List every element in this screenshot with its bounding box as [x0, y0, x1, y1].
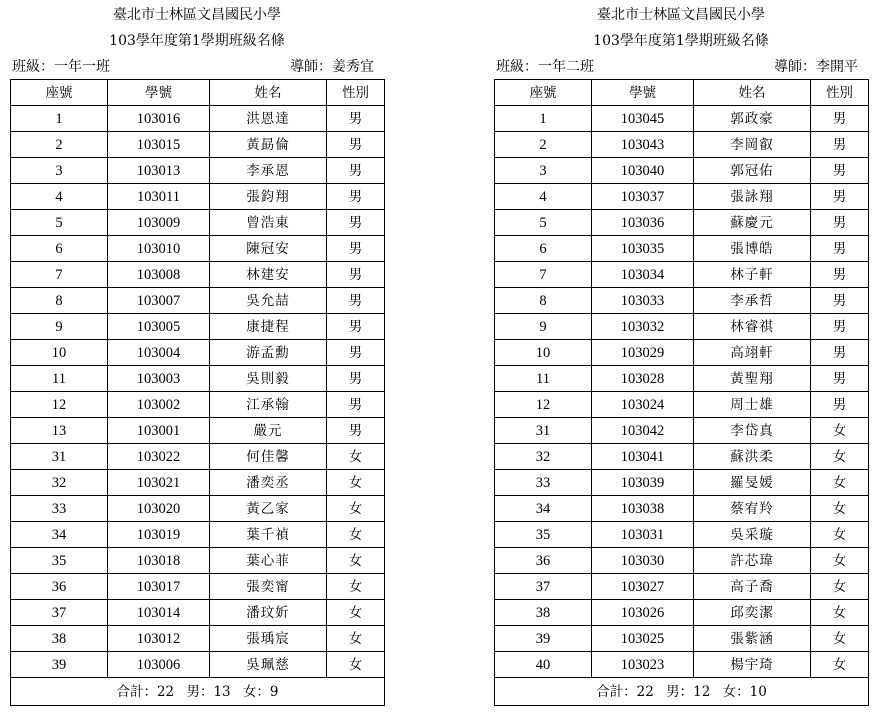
seat-cell: 2 — [11, 132, 108, 158]
female-count: 女：10 — [722, 683, 767, 700]
name-cell: 蔡宥羚 — [694, 496, 811, 522]
name-cell: 高子喬 — [694, 574, 811, 600]
table-row — [495, 392, 869, 418]
name-cell: 黃勗倫 — [210, 132, 327, 158]
name-cell: 吳允喆 — [210, 288, 327, 314]
name-cell: 李岡叡 — [694, 132, 811, 158]
table-row — [11, 496, 385, 522]
table-row — [495, 314, 869, 340]
student-id-cell: 103022 — [108, 444, 210, 470]
gender-cell: 女 — [327, 496, 385, 522]
gender-cell: 男 — [327, 184, 385, 210]
roster-body — [11, 106, 385, 678]
student-id-cell: 103032 — [592, 314, 694, 340]
gender-cell: 男 — [327, 340, 385, 366]
table-header-row — [11, 80, 385, 106]
seat-cell: 4 — [11, 184, 108, 210]
table-row — [11, 158, 385, 184]
student-id-cell: 103015 — [108, 132, 210, 158]
gender-cell: 男 — [327, 366, 385, 392]
class-meta — [494, 57, 868, 77]
seat-cell: 39 — [11, 652, 108, 678]
total-row — [495, 678, 869, 706]
school-title: 臺北市士林區文昌國民小學 — [597, 7, 765, 23]
gender-cell: 女 — [811, 626, 869, 652]
table-row — [11, 184, 385, 210]
gender-cell: 女 — [811, 470, 869, 496]
gender-cell: 男 — [327, 106, 385, 132]
seat-cell: 34 — [11, 522, 108, 548]
name-cell: 羅旻媛 — [694, 470, 811, 496]
seat-cell: 13 — [11, 418, 108, 444]
student-id-cell: 103017 — [108, 574, 210, 600]
seat-cell: 36 — [495, 548, 592, 574]
seat-cell: 9 — [495, 314, 592, 340]
gender-cell: 女 — [327, 626, 385, 652]
gender-cell: 女 — [811, 496, 869, 522]
table-row — [495, 600, 869, 626]
student-id-cell: 103010 — [108, 236, 210, 262]
header-seat: 座號 — [11, 80, 108, 106]
roster-body — [495, 106, 869, 678]
student-id-cell: 103016 — [108, 106, 210, 132]
name-cell: 蘇慶元 — [694, 210, 811, 236]
student-id-cell: 103039 — [592, 470, 694, 496]
name-cell: 張瑀宸 — [210, 626, 327, 652]
student-id-cell: 103021 — [108, 470, 210, 496]
table-row — [495, 236, 869, 262]
student-id-cell: 103004 — [108, 340, 210, 366]
table-row — [495, 158, 869, 184]
student-id-cell: 103006 — [108, 652, 210, 678]
name-cell: 林建安 — [210, 262, 327, 288]
name-cell: 吳采璇 — [694, 522, 811, 548]
student-id-cell: 103026 — [592, 600, 694, 626]
seat-cell: 36 — [11, 574, 108, 600]
roster-table — [10, 79, 385, 706]
teacher-label: 導師：姜秀宜 — [290, 59, 374, 75]
class-label: 班級：一年一班 — [12, 59, 110, 75]
name-cell: 潘玟妡 — [210, 600, 327, 626]
seat-cell: 4 — [495, 184, 592, 210]
student-id-cell: 103045 — [592, 106, 694, 132]
table-row — [11, 444, 385, 470]
gender-cell: 女 — [811, 522, 869, 548]
seat-cell: 6 — [495, 236, 592, 262]
seat-cell: 40 — [495, 652, 592, 678]
seat-cell: 5 — [11, 210, 108, 236]
name-cell: 葉心菲 — [210, 548, 327, 574]
gender-cell: 男 — [327, 158, 385, 184]
table-row — [495, 496, 869, 522]
table-row — [495, 652, 869, 678]
roster-table — [494, 79, 869, 706]
table-row — [11, 262, 385, 288]
seat-cell: 7 — [495, 262, 592, 288]
name-cell: 張紫涵 — [694, 626, 811, 652]
gender-cell: 男 — [327, 262, 385, 288]
term-title: 103學年度第1學期班級名條 — [593, 33, 769, 49]
student-id-cell: 103011 — [108, 184, 210, 210]
student-id-cell: 103013 — [108, 158, 210, 184]
female-count: 女：9 — [242, 683, 279, 700]
table-row — [11, 340, 385, 366]
seat-cell: 38 — [11, 626, 108, 652]
student-id-cell: 103042 — [592, 418, 694, 444]
seat-cell: 8 — [495, 288, 592, 314]
student-id-cell: 103043 — [592, 132, 694, 158]
table-row — [11, 314, 385, 340]
gender-cell: 男 — [811, 158, 869, 184]
gender-cell: 男 — [811, 184, 869, 210]
student-id-cell: 103019 — [108, 522, 210, 548]
gender-cell: 男 — [327, 392, 385, 418]
header-seat: 座號 — [495, 80, 592, 106]
table-row — [495, 210, 869, 236]
seat-cell: 6 — [11, 236, 108, 262]
student-id-cell: 103005 — [108, 314, 210, 340]
male-count: 男：13 — [186, 683, 231, 700]
gender-cell: 男 — [811, 106, 869, 132]
gender-cell: 女 — [327, 548, 385, 574]
table-row — [495, 522, 869, 548]
name-cell: 何佳馨 — [210, 444, 327, 470]
name-cell: 周士雄 — [694, 392, 811, 418]
table-row — [495, 470, 869, 496]
table-row — [11, 236, 385, 262]
seat-cell: 10 — [11, 340, 108, 366]
gender-cell: 女 — [811, 418, 869, 444]
student-id-cell: 103034 — [592, 262, 694, 288]
total-count: 合計：22 — [116, 683, 175, 700]
seat-cell: 8 — [11, 288, 108, 314]
table-row — [495, 132, 869, 158]
gender-cell: 女 — [327, 600, 385, 626]
seat-cell: 12 — [495, 392, 592, 418]
name-cell: 林子軒 — [694, 262, 811, 288]
name-cell: 陳冠安 — [210, 236, 327, 262]
seat-cell: 1 — [495, 106, 592, 132]
table-row — [495, 366, 869, 392]
gender-cell: 女 — [327, 470, 385, 496]
name-cell: 李承哲 — [694, 288, 811, 314]
gender-cell: 男 — [327, 314, 385, 340]
table-row — [495, 574, 869, 600]
name-cell: 楊宇琦 — [694, 652, 811, 678]
student-id-cell: 103018 — [108, 548, 210, 574]
name-cell: 邱奕潔 — [694, 600, 811, 626]
student-id-cell: 103029 — [592, 340, 694, 366]
gender-cell: 女 — [811, 652, 869, 678]
student-id-cell: 103024 — [592, 392, 694, 418]
seat-cell: 32 — [495, 444, 592, 470]
name-cell: 李岱真 — [694, 418, 811, 444]
table-row — [11, 418, 385, 444]
table-row — [495, 548, 869, 574]
student-id-cell: 103003 — [108, 366, 210, 392]
header-name: 姓名 — [694, 80, 811, 106]
table-row — [11, 288, 385, 314]
name-cell: 洪恩達 — [210, 106, 327, 132]
seat-cell: 11 — [11, 366, 108, 392]
seat-cell: 38 — [495, 600, 592, 626]
student-id-cell: 103008 — [108, 262, 210, 288]
student-id-cell: 103012 — [108, 626, 210, 652]
table-row — [495, 106, 869, 132]
name-cell: 葉千禎 — [210, 522, 327, 548]
name-cell: 高翊軒 — [694, 340, 811, 366]
name-cell: 吳珮慈 — [210, 652, 327, 678]
gender-cell: 女 — [327, 444, 385, 470]
name-cell: 游孟勳 — [210, 340, 327, 366]
seat-cell: 39 — [495, 626, 592, 652]
seat-cell: 35 — [11, 548, 108, 574]
gender-cell: 男 — [811, 210, 869, 236]
student-id-cell: 103041 — [592, 444, 694, 470]
gender-cell: 女 — [811, 444, 869, 470]
seat-cell: 9 — [11, 314, 108, 340]
student-id-cell: 103040 — [592, 158, 694, 184]
seat-cell: 3 — [495, 158, 592, 184]
header-name: 姓名 — [210, 80, 327, 106]
teacher-label: 導師：李開平 — [774, 59, 858, 75]
seat-cell: 31 — [495, 418, 592, 444]
name-cell: 曾浩東 — [210, 210, 327, 236]
seat-cell: 5 — [495, 210, 592, 236]
student-id-cell: 103002 — [108, 392, 210, 418]
class-meta — [10, 57, 384, 77]
table-row — [495, 340, 869, 366]
header-gender: 性別 — [811, 80, 869, 106]
header-student-id: 學號 — [108, 80, 210, 106]
table-row — [11, 366, 385, 392]
seat-cell: 31 — [11, 444, 108, 470]
name-cell: 黃乙家 — [210, 496, 327, 522]
school-title: 臺北市士林區文昌國民小學 — [113, 7, 281, 23]
gender-cell: 男 — [327, 288, 385, 314]
gender-cell: 男 — [327, 210, 385, 236]
seat-cell: 10 — [495, 340, 592, 366]
term-title: 103學年度第1學期班級名條 — [109, 33, 285, 49]
name-cell: 張博皓 — [694, 236, 811, 262]
gender-cell: 女 — [327, 652, 385, 678]
gender-cell: 男 — [327, 418, 385, 444]
name-cell: 嚴元 — [210, 418, 327, 444]
table-row — [11, 626, 385, 652]
gender-cell: 男 — [811, 288, 869, 314]
table-row — [11, 470, 385, 496]
name-cell: 李承恩 — [210, 158, 327, 184]
student-id-cell: 103030 — [592, 548, 694, 574]
seat-cell: 33 — [11, 496, 108, 522]
table-row — [11, 132, 385, 158]
table-row — [11, 600, 385, 626]
seat-cell: 11 — [495, 366, 592, 392]
student-id-cell: 103007 — [108, 288, 210, 314]
table-row — [495, 184, 869, 210]
table-row — [495, 288, 869, 314]
student-id-cell: 103033 — [592, 288, 694, 314]
name-cell: 康捷程 — [210, 314, 327, 340]
student-id-cell: 103031 — [592, 522, 694, 548]
table-row — [495, 444, 869, 470]
name-cell: 張詠翔 — [694, 184, 811, 210]
gender-cell: 男 — [811, 366, 869, 392]
gender-cell: 女 — [811, 600, 869, 626]
gender-cell: 男 — [327, 236, 385, 262]
student-id-cell: 103020 — [108, 496, 210, 522]
seat-cell: 7 — [11, 262, 108, 288]
table-header-row — [495, 80, 869, 106]
table-row — [11, 522, 385, 548]
seat-cell: 33 — [495, 470, 592, 496]
student-id-cell: 103038 — [592, 496, 694, 522]
seat-cell: 32 — [11, 470, 108, 496]
student-id-cell: 103001 — [108, 418, 210, 444]
gender-cell: 男 — [811, 262, 869, 288]
table-row — [495, 626, 869, 652]
student-id-cell: 103025 — [592, 626, 694, 652]
name-cell: 江承翰 — [210, 392, 327, 418]
total-row — [11, 678, 385, 706]
seat-cell: 37 — [11, 600, 108, 626]
seat-cell: 12 — [11, 392, 108, 418]
name-cell: 郭冠佑 — [694, 158, 811, 184]
name-cell: 許芯瑋 — [694, 548, 811, 574]
name-cell: 張奕甯 — [210, 574, 327, 600]
student-id-cell: 103036 — [592, 210, 694, 236]
student-id-cell: 103014 — [108, 600, 210, 626]
gender-cell: 男 — [811, 392, 869, 418]
gender-cell: 男 — [327, 132, 385, 158]
gender-cell: 女 — [811, 574, 869, 600]
seat-cell: 3 — [11, 158, 108, 184]
table-row — [11, 210, 385, 236]
name-cell: 蘇洪柔 — [694, 444, 811, 470]
student-id-cell: 103035 — [592, 236, 694, 262]
student-id-cell: 103037 — [592, 184, 694, 210]
name-cell: 林睿祺 — [694, 314, 811, 340]
seat-cell: 37 — [495, 574, 592, 600]
header-student-id: 學號 — [592, 80, 694, 106]
gender-cell: 女 — [811, 548, 869, 574]
class-label: 班級：一年二班 — [496, 59, 594, 75]
table-row — [11, 574, 385, 600]
table-row — [495, 262, 869, 288]
gender-cell: 男 — [811, 340, 869, 366]
name-cell: 張鈞翔 — [210, 184, 327, 210]
total-count: 合計：22 — [596, 683, 654, 700]
name-cell: 吳則毅 — [210, 366, 327, 392]
male-count: 男：12 — [666, 683, 711, 700]
table-row — [495, 418, 869, 444]
student-id-cell: 103027 — [592, 574, 694, 600]
table-row — [11, 652, 385, 678]
gender-cell: 女 — [327, 522, 385, 548]
seat-cell: 34 — [495, 496, 592, 522]
name-cell: 郭政豪 — [694, 106, 811, 132]
gender-cell: 女 — [327, 574, 385, 600]
seat-cell: 2 — [495, 132, 592, 158]
name-cell: 潘奕丞 — [210, 470, 327, 496]
student-id-cell: 103028 — [592, 366, 694, 392]
seat-cell: 35 — [495, 522, 592, 548]
student-id-cell: 103009 — [108, 210, 210, 236]
gender-cell: 男 — [811, 314, 869, 340]
student-id-cell: 103023 — [592, 652, 694, 678]
seat-cell: 1 — [11, 106, 108, 132]
gender-cell: 男 — [811, 132, 869, 158]
table-row — [11, 548, 385, 574]
table-row — [11, 106, 385, 132]
gender-cell: 男 — [811, 236, 869, 262]
name-cell: 黃聖翔 — [694, 366, 811, 392]
table-row — [11, 392, 385, 418]
header-gender: 性別 — [327, 80, 385, 106]
